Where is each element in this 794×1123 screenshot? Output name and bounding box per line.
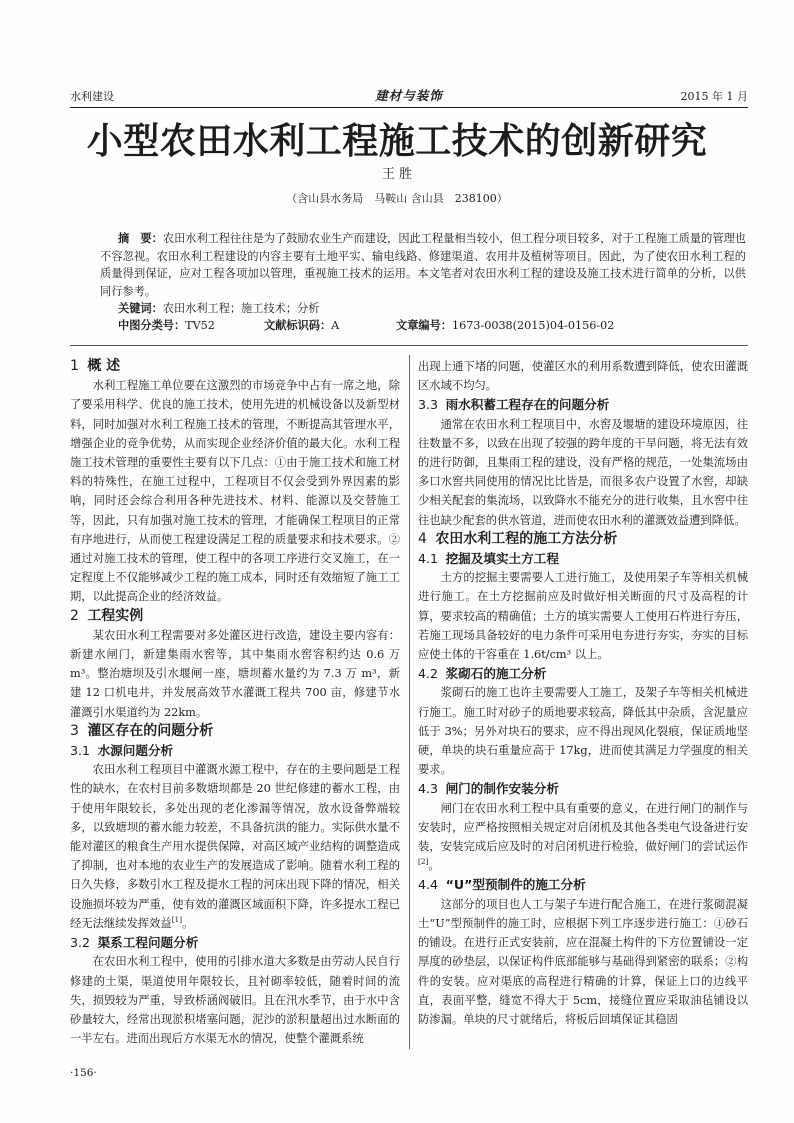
article-title: 小型农田水利工程施工技术的创新研究 bbox=[86, 120, 708, 162]
author-name: 王 胜 bbox=[381, 167, 413, 182]
subsection-heading bbox=[418, 664, 748, 683]
section-rule bbox=[70, 345, 748, 346]
section-number: 2 bbox=[70, 607, 79, 624]
paragraph: 水利工程施工单位要在这激烈的市场竞争中占有一席之地，除了要采用科学、优良的施工技术，使用先进的机械设备以及新型材料，同时加强对水利工程施工技术的管理，不断提高其管理水平，增强企业的竞争优势，从而实现企业经济价值的最大化。水利工程施工技术管理的重要性主要有以下几点：①由于施工技术和施工材料的特殊性，在施工过程中，工程项目不仅会受到外界因素的影响，同时还会综合利用各种先进技术、材料、能源以及交替施工等，因此，只有加强对施工技术的管理，才能确保工程项目的正常有序地进行，从而使工程建设满足工程的质量要求和技术要求。②通过对施工技术的管理，使工程中的各项工序进行交叉施工，在一定程度上不仅能够减少工程的施工成本，同时还有效缩短了施工工期，以此提高企业的经济效益。 bbox=[70, 379, 400, 604]
page-number: ·156· bbox=[70, 1067, 97, 1079]
section-number: 4.1 bbox=[418, 551, 439, 567]
section-number: 3.1 bbox=[70, 743, 91, 759]
header-rule bbox=[70, 107, 748, 108]
clc-value: TV52 bbox=[185, 319, 215, 332]
section-title: 水源问题分析 bbox=[97, 743, 174, 759]
running-header bbox=[70, 89, 748, 105]
section-title: 闸门的制作安装分析 bbox=[445, 781, 559, 797]
abstract bbox=[100, 230, 746, 300]
section-heading bbox=[70, 357, 400, 376]
subsection-heading bbox=[70, 933, 400, 952]
paragraph-continued: 出现上通下堵的问题，使灌区水的利用系数遭到降低，使农田灌溉区水域不均匀。 bbox=[418, 360, 748, 393]
subsection-heading bbox=[418, 779, 748, 798]
column-divider bbox=[409, 355, 410, 1049]
section-title: 挖掘及填实土方工程 bbox=[445, 551, 559, 567]
section-number: 3.2 bbox=[70, 935, 91, 951]
paragraph: 农田水利工程项目中灌溉水源工程中，存在的主要问题是工程性的缺水，在农村目前多数塘坝都是 20 世纪修建的蓄水工程，由于使用年限较长，多处出现的老化渗漏等情况，放水设备弊端较多，以致塘坝的蓄水能力较差，不具备抗洪的能力。实际供水量不能对灌区的粮食生产用水提供保障，对高区域产业结构的调整造成了抑制，也对本地的农业生产的发展造成了影响。随着水利工程的日久失修，多数引水工程及提水工程的河床出现下降的情况，相关设施损坏较为严重，使有效的灌溉区域面积下降，许多提水工程已经无法继续发挥效益[1]。 bbox=[70, 763, 400, 930]
document-code-value: A bbox=[331, 319, 340, 332]
author-affiliation: （含山县水务局 马鞍山 含山县 238100） bbox=[286, 192, 508, 205]
paragraph: 某农田水利工程需要对多处灌区进行改造，建设主要内容有：新建水闸门，新建集雨水窖等，其中集雨水窖容积约达 0.6 万m³。整治塘坝及引水堰闸一座，塘坝蓄水量约为 7.3 万 m³，新建 12 口机电井，并发展高效节水灌溉工程共 700 亩，修建节水灌溉引水渠道约为 22km。 bbox=[70, 628, 400, 719]
clc-label: 中图分类号： bbox=[118, 319, 186, 332]
subsection-heading bbox=[70, 741, 400, 760]
keywords-label: 关键词： bbox=[118, 302, 163, 315]
right-column bbox=[418, 357, 748, 1029]
article-number-label: 文章编号： bbox=[396, 319, 452, 332]
subsection-heading bbox=[418, 875, 748, 894]
keywords bbox=[118, 300, 746, 318]
left-column bbox=[70, 357, 400, 1048]
citation-marker: [1] bbox=[171, 915, 183, 925]
section-heading bbox=[418, 530, 748, 549]
classification-row bbox=[0, 317, 794, 335]
paragraph: 闸门在农田水利工程中具有重要的意义，在进行闸门的制作与安装时，应严格按照相关规定对启闭机及其他各类电气设备进行安装，安装完成后应及时的对启闭机进行检验，做好闸门的尝试运作[2]。 bbox=[418, 801, 748, 873]
paragraph: 在农田水利工程中，使用的引排水道大多数是由劳动人民自行修建的土渠，渠道使用年限较长，且衬砌率较低，随着时间的流失，损毁较为严重，导致桥涵阀破旧。且在汛水季节，由于水中含砂量较大，经常出现淤积堵塞问题，泥沙的淤积量超出过水断面的一半左右。进而出现后方水渠无水的情况，使整个灌溉系统 bbox=[70, 955, 400, 1046]
document-code bbox=[264, 317, 339, 335]
body-columns bbox=[70, 357, 748, 1057]
abstract-text: 农田水利工程往往是为了鼓励农业生产而建设，因此工程量相当较小，但工程分项目较多，对于工程施工质量的管理也不容忽视。农田水利工程建设的内容主要有土地平实、输电线路、修建渠道、农用井及植树等项目。因此，为了使农田水利工程的质量得到保证，应对工程各项加以管理，重视施工技术的运用。本文笔者对农田水利工程的建设及施工技术进行简单的分析，以供同行参考。 bbox=[100, 232, 746, 298]
article-number bbox=[396, 317, 614, 335]
section-title: 概 述 bbox=[87, 358, 121, 374]
section-title: 渠系工程问题分析 bbox=[97, 935, 199, 951]
clc-number bbox=[118, 317, 215, 335]
paragraph: 通常在农田水利工程项目中，水窖及堰塘的建设环境原因，往往数量不多，以致在出现了较强的跨年度的干旱问题，将无法有效的进行防御，且集雨工程的建设，没有严格的规范，一处集流场由多口水窖共同使用的情况比比皆是，而很多农户设置了水窖，却缺少相关配套的集流场，以致降水不能充分的进行收集，且水窖中往往也缺少配套的供水管道，进而使农田水利的灌溉效益遭到降低。 bbox=[418, 417, 748, 527]
abstract-label: 摘 要： bbox=[118, 232, 163, 245]
article-number-value: 1673-0038(2015)04-0156-02 bbox=[451, 319, 615, 332]
paragraph: 浆砌石的施工也许主要需要人工施工，及架子车等相关机械进行施工。施工时对砂子的质地要求较高，降低其中杂质，含泥量应低于 3%；另外对块石的要求，应不得出现风化裂痕，保证质地坚硬，单块的块石重量应高于 17kg，进而使其满足力学强度的相关要求。 bbox=[418, 686, 748, 777]
section-title: 工程实例 bbox=[87, 607, 144, 624]
section-number: 4 bbox=[418, 530, 427, 547]
paragraph: 土方的挖掘主要需要人工进行施工，及使用架子车等相关机械进行施工。在土方挖掘前应及时做好相关断面的尺寸及高程的计算，要求较高的精确值；土方的填实需要人工使用石杵进行夯压，若施工现场具备较好的电力条件可采用电夯进行夯实，夯实的目标应使土体的干容重在 1.6t/cm³ 以上。 bbox=[418, 571, 748, 662]
section-title: “U”型预制件的施工分析 bbox=[445, 877, 586, 893]
section-heading bbox=[70, 607, 400, 626]
issue-date: 2015 年 1 月 bbox=[680, 90, 748, 103]
subsection-heading bbox=[418, 549, 748, 568]
keywords-text: 农田水利工程；施工技术；分析 bbox=[162, 302, 320, 315]
section-heading bbox=[70, 722, 400, 741]
section-title: 浆砌石的施工分析 bbox=[445, 666, 547, 682]
section-number: 4.2 bbox=[418, 666, 439, 682]
section-number: 4.3 bbox=[418, 781, 439, 797]
section-number: 3.3 bbox=[418, 397, 439, 413]
citation-marker: [2] bbox=[418, 857, 429, 867]
section-title: 雨水积蓄工程存在的问题分析 bbox=[445, 397, 610, 413]
journal-name: 建材与装饰 bbox=[375, 88, 443, 103]
column-name: 水利建设 bbox=[70, 90, 114, 103]
section-number: 1 bbox=[70, 358, 79, 374]
section-number: 3 bbox=[70, 722, 79, 739]
paragraph: 这部分的项目也人工与架子车进行配合施工，在进行浆砌混凝土“U”型预制件的施工时，应根据下列工序逐步进行施工：①砂石的铺设。在进行正式安装前，应在混凝土构件的下方位置铺设一定厚度的砂垫层，以保证构件底部能够与基础得到紧密的联系；②构件的安装。应对渠底的高程进行精确的计算，保证上口的边线平直，表面平整，缝宽不得大于 5cm，接缝位置应采取油毡铺设以防渗漏。单块的尺寸就绪后，将板后回填保证其稳固 bbox=[418, 897, 748, 1026]
section-title: 农田水利工程的施工方法分析 bbox=[435, 530, 618, 547]
subsection-heading bbox=[418, 395, 748, 414]
document-code-label: 文献标识码： bbox=[264, 319, 332, 332]
section-number: 4.4 bbox=[418, 877, 439, 893]
section-title: 灌区存在的问题分析 bbox=[87, 722, 214, 739]
